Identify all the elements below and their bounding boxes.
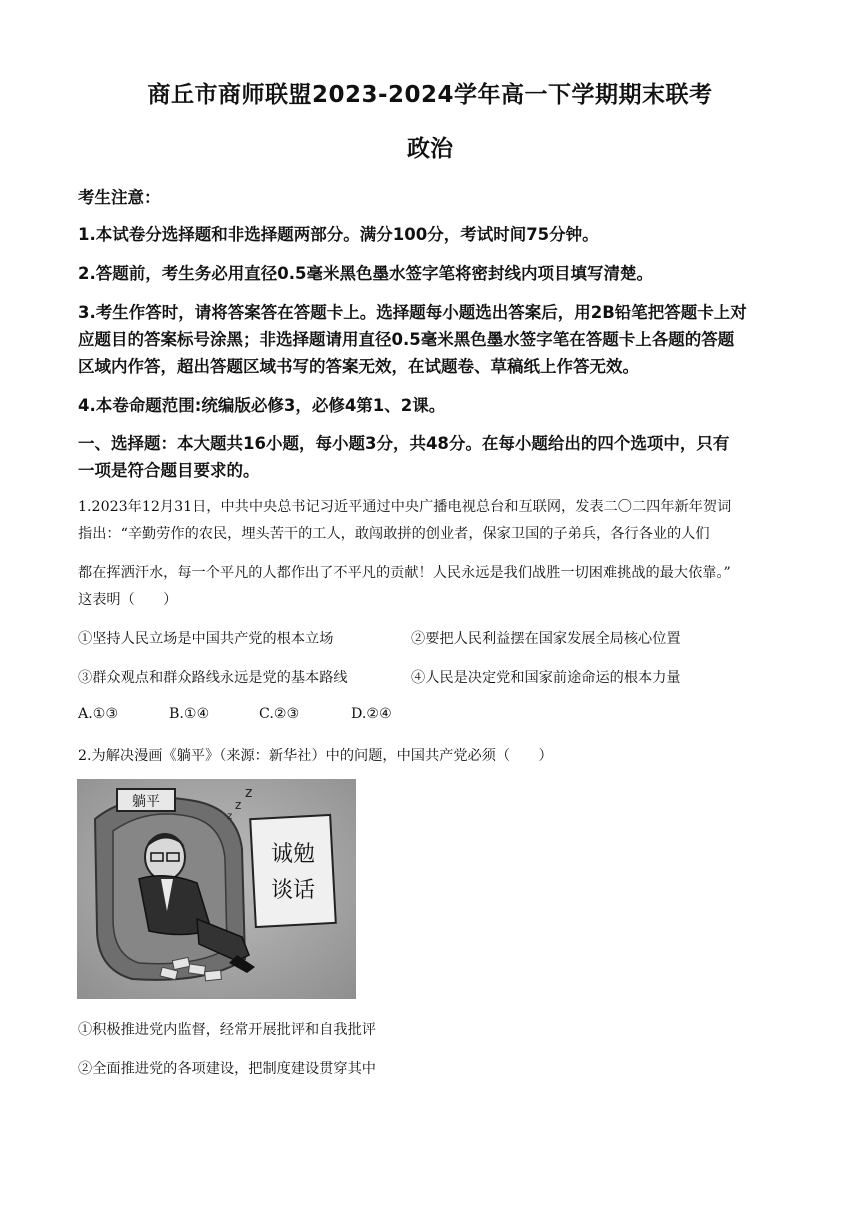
- q1-stem-line-4: 这表明（ ）: [78, 592, 178, 608]
- q2-option-1: ①积极推进党内监督，经常开展批评和自我批评: [78, 1022, 376, 1038]
- lying-flat-cartoon: [77, 779, 356, 999]
- q1-answer-a: A.①③: [78, 706, 119, 722]
- notice-item-4: 4.本卷命题范围:统编版必修3，必修4第1、2课。: [78, 396, 446, 415]
- svg-text:z: z: [245, 785, 253, 801]
- svg-text:z: z: [227, 811, 233, 822]
- q1-option-3: ③群众观点和群众路线永远是党的基本路线: [78, 670, 348, 686]
- section-heading-line-2: 一项是符合题目要求的。: [78, 461, 260, 480]
- notice-heading: 考生注意：: [78, 188, 161, 207]
- cartoon-sign-text: 躺平: [132, 794, 160, 810]
- q1-answer-d: D.②④: [351, 706, 392, 722]
- notice-item-3-line-3: 区域内作答，超出答题区域书写的答案无效，在试题卷、草稿纸上作答无效。: [78, 357, 639, 376]
- q1-option-1: ①坚持人民立场是中国共产党的根本立场: [78, 631, 334, 647]
- q1-option-4: ④人民是决定党和国家前途命运的根本力量: [411, 670, 681, 686]
- notice-item-3-line-2: 应题目的答案标号涂黑；非选择题请用直径0.5毫米黑色墨水签字笔在答题卡上各题的答题: [78, 330, 735, 349]
- cartoon-board-line-1: 诚勉: [270, 842, 316, 867]
- exam-title: 商丘市商师联盟2023-2024学年高一下学期期末联考: [147, 82, 713, 108]
- q1-option-2: ②要把人民利益摆在国家发展全局核心位置: [411, 631, 681, 647]
- q1-stem-line-1: 1.2023年12月31日，中共中央总书记习近平通过中央广播电视总台和互联网，发表二〇二四年新年贺词: [78, 499, 732, 515]
- notice-item-3-line-1: 3.考生作答时，请将答案答在答题卡上。选择题每小题选出答案后，用2B铅笔把答题卡上对: [78, 303, 747, 322]
- q1-stem-line-2: 指出：“辛勤劳作的农民，埋头苦干的工人，敢闯敢拼的创业者，保家卫国的子弟兵，各行各业的人们: [78, 526, 710, 542]
- q2-option-2: ②全面推进党的各项建设，把制度建设贯穿其中: [78, 1061, 376, 1077]
- notice-item-2: 2.答题前，考生务必用直径0.5毫米黑色墨水签字笔将密封线内项目填写清楚。: [78, 264, 653, 283]
- svg-text:z: z: [235, 798, 242, 812]
- notice-item-1: 1.本试卷分选择题和非选择题两部分。满分100分，考试时间75分钟。: [78, 225, 599, 244]
- section-heading-line-1: 一、选择题：本大题共16小题，每小题3分，共48分。在每小题给出的四个选项中，只有: [78, 434, 730, 453]
- cartoon-board-line-2: 谈话: [270, 878, 316, 903]
- q2-stem: 2.为解决漫画《躺平》（来源：新华社）中的问题，中国共产党必须（ ）: [78, 748, 553, 764]
- q1-stem-line-3: 都在挥洒汗水，每一个平凡的人都作出了不平凡的贡献！人民永远是我们战胜一切困难挑战的最大依靠。”: [78, 565, 731, 581]
- q1-answer-b: B.①④: [169, 706, 210, 722]
- q1-answer-c: C.②③: [259, 706, 300, 722]
- exam-subject: 政治: [407, 136, 453, 162]
